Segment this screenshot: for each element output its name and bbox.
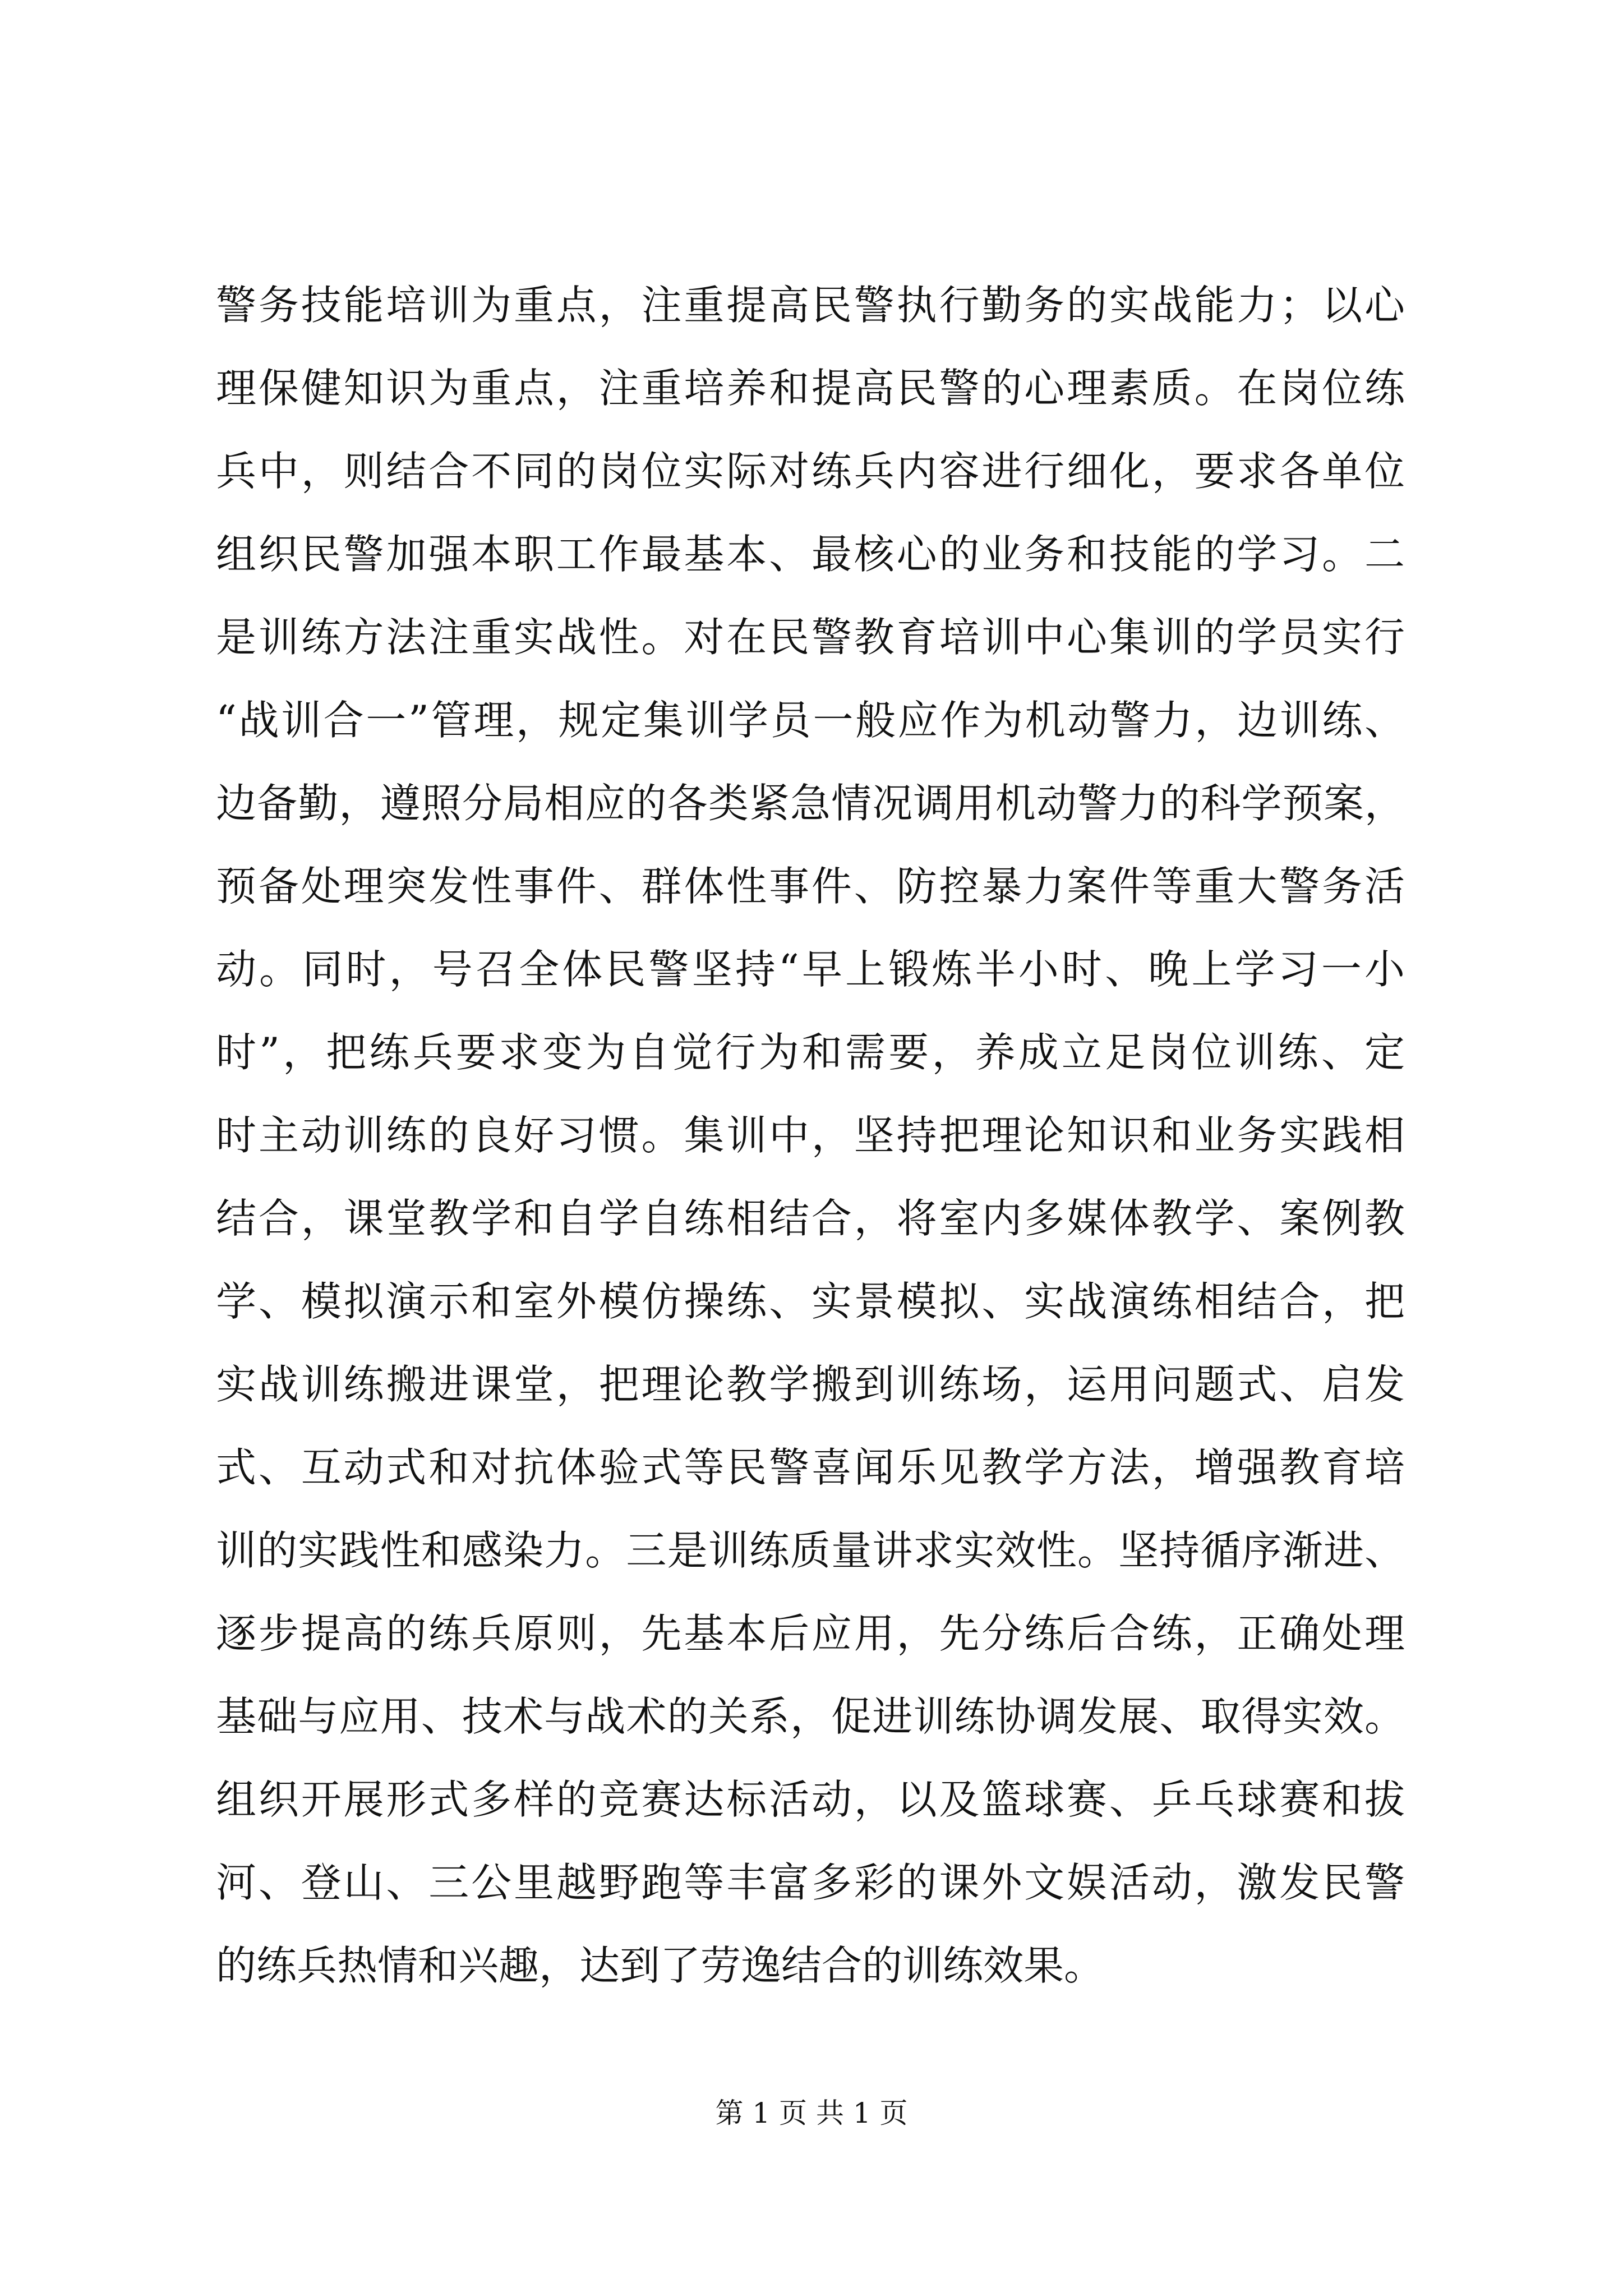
text-line: 结合，课堂教学和自学自练相结合，将室内多媒体教学、案例教 <box>216 1195 1405 1242</box>
text-line: 逐步提高的练兵原则，先基本后应用，先分练后合练，正确处理 <box>216 1610 1405 1657</box>
text-line: 组织开展形式多样的竞赛达标活动，以及篮球赛、乒乓球赛和拔 <box>216 1776 1405 1823</box>
text-line: 时”，把练兵要求变为自觉行为和需要，养成立足岗位训练、定 <box>216 1029 1405 1076</box>
text-line: 预备处理突发性事件、群体性事件、防控暴力案件等重大警务活 <box>216 863 1405 910</box>
text-line: 训的实践性和感染力。三是训练质量讲求实效性。坚持循序渐进、 <box>216 1527 1405 1574</box>
text-line: 河、登山、三公里越野跑等丰富多彩的课外文娱活动，激发民警 <box>216 1859 1405 1906</box>
text-line: 理保健知识为重点，注重培养和提高民警的心理素质。在岗位练 <box>216 365 1405 412</box>
body-paragraph <box>216 264 1405 2007</box>
text-line: 学、模拟演示和室外模仿操练、实景模拟、实战演练相结合，把 <box>216 1278 1405 1325</box>
text-line: 式、互动式和对抗体验式等民警喜闻乐见教学方法，增强教育培 <box>216 1444 1405 1491</box>
page-footer: 第 1 页 共 1 页 <box>715 2097 908 2129</box>
text-line: 组织民警加强本职工作最基本、最核心的业务和技能的学习。二 <box>216 531 1405 578</box>
text-line: 警务技能培训为重点，注重提高民警执行勤务的实战能力；以心 <box>216 282 1405 329</box>
text-line: 时主动训练的良好习惯。集训中，坚持把理论知识和业务实践相 <box>216 1112 1405 1159</box>
text-line: “战训合一”管理，规定集训学员一般应作为机动警力，边训练、 <box>216 697 1405 744</box>
text-line: 实战训练搬进课堂，把理论教学搬到训练场，运用问题式、启发 <box>216 1361 1405 1408</box>
text-line: 兵中，则结合不同的岗位实际对练兵内容进行细化，要求各单位 <box>216 448 1405 495</box>
text-line: 是训练方法注重实战性。对在民警教育培训中心集训的学员实行 <box>216 614 1405 661</box>
text-line: 动。同时，号召全体民警坚持“早上锻炼半小时、晚上学习一小 <box>216 946 1405 993</box>
text-line: 边备勤，遵照分局相应的各类紧急情况调用机动警力的科学预案， <box>216 780 1405 827</box>
text-line: 的练兵热情和兴趣，达到了劳逸结合的训练效果。 <box>216 1942 1105 1989</box>
text-line: 基础与应用、技术与战术的关系，促进训练协调发展、取得实效。 <box>216 1693 1405 1740</box>
